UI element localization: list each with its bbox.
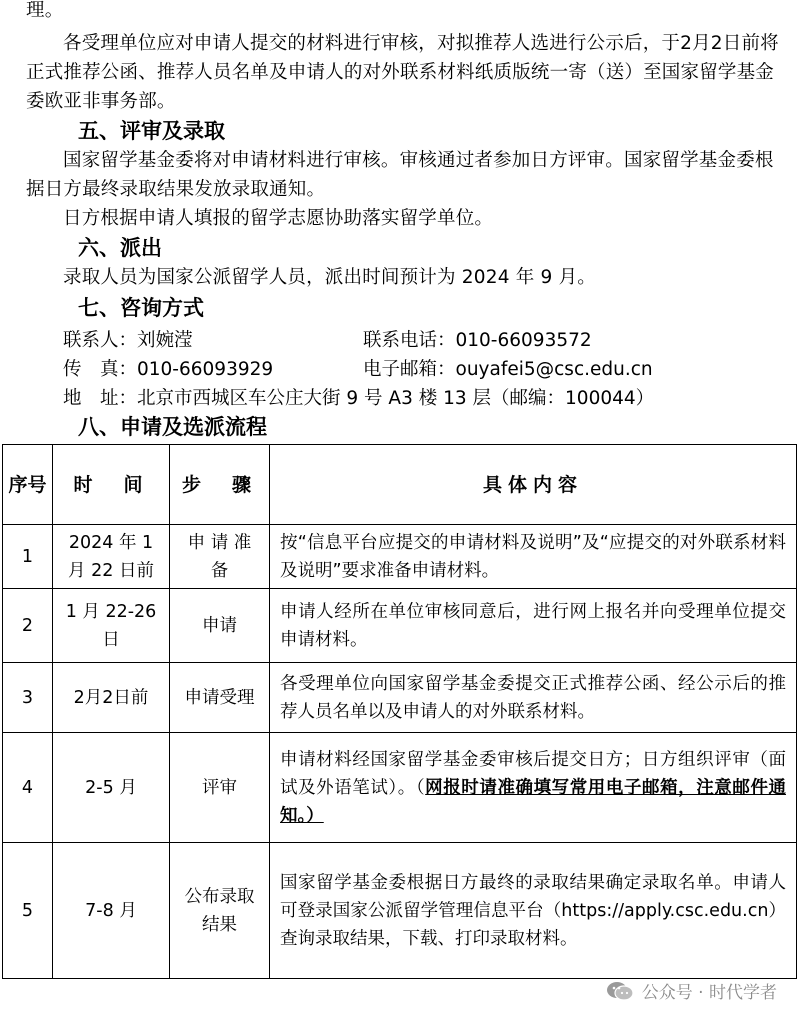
section5-paragraph-1: 国家留学基金委将对申请材料进行审核。审核通过者参加日方评审。国家留学基金委根据日方最终录取结果发放录取通知。: [26, 150, 774, 200]
row-time: 7-8 月: [53, 843, 170, 979]
row-time: 2024 年 1 月 22 日前: [53, 525, 170, 589]
row-number: 3: [3, 663, 53, 733]
section7-title: 七、咨询方式: [78, 296, 204, 320]
intro-tail: 理。: [26, 0, 64, 21]
row-content: 申请人经所在单位审核同意后，进行网上报名并向受理单位提交申请材料。: [270, 589, 797, 663]
intro-paragraph: 各受理单位应对申请人提交的材料进行审核，对拟推荐人选进行公示后，于2月2日前将正式推荐公函、推荐人员名单及申请人的对外联系材料纸质版统一寄（送）至国家留学基金委欧亚非事务部。: [26, 33, 779, 112]
contact-email: 电子邮箱：ouyafei5@csc.edu.cn: [363, 359, 653, 380]
table-row: [3, 525, 797, 589]
table-header-row: [3, 445, 797, 525]
row-step: 申请: [170, 589, 270, 663]
row-content: 国家留学基金委根据日方最终的录取结果确定录取名单。申请人可登录国家公派留学管理信息平台（https://apply.csc.edu.cn）查询录取结果，下载、打印录取材料。: [270, 843, 797, 979]
row-content-text: 申请材料经国家留学基金委审核后提交日方；日方组织评审（面试及外语笔试）。（: [280, 749, 786, 798]
header-time: 时 间: [53, 445, 170, 525]
row-time: 1 月 22-26 日: [53, 589, 170, 663]
row-content: 各受理单位向国家留学基金委提交正式推荐公函、经公示后的推荐人员名单以及申请人的对外联系材料。: [270, 663, 797, 733]
table-row: [3, 733, 797, 843]
row-number: 1: [3, 525, 53, 589]
section5-paragraph-2: 日方根据申请人填报的留学志愿协助落实留学单位。: [63, 208, 494, 229]
header-number: 序号: [3, 445, 53, 525]
section6-paragraph: 录取人员为国家公派留学人员，派出时间预计为 2024 年 9 月。: [63, 267, 596, 288]
section5-title: 五、评审及录取: [78, 119, 225, 143]
wechat-official-account-icon: [606, 980, 634, 1002]
watermark-text: 公众号 · 时代学者: [641, 983, 777, 1003]
table-row: [3, 843, 797, 979]
email-notice-emphasis: 网报时请准确填写常用电子邮箱，注意邮件通知。）: [280, 777, 787, 826]
row-content: 按“信息平台应提交的申请材料及说明”及“应提交的对外联系材料及说明”要求准备申请材料。: [270, 525, 797, 589]
row-step: 评审: [170, 733, 270, 843]
contact-person: 联系人：刘婉滢: [63, 330, 193, 351]
contact-phone: 联系电话：010-66093572: [363, 330, 592, 351]
row-time: 2-5 月: [53, 733, 170, 843]
row-number: 5: [3, 843, 53, 979]
row-number: 2: [3, 589, 53, 663]
row-number: 4: [3, 733, 53, 843]
header-content: 具体内容: [270, 445, 797, 525]
contact-address: 地 址：北京市西城区车公庄大街 9 号 A3 楼 13 层（邮编：100044）: [63, 388, 655, 409]
row-step: 申 请 准 备: [170, 525, 270, 589]
header-step: 步 骤: [170, 445, 270, 525]
contact-fax: 传 真：010-66093929: [63, 359, 274, 380]
section8-title: 八、申请及选派流程: [78, 415, 267, 439]
process-table: [2, 444, 797, 979]
row-step: 申请受理: [170, 663, 270, 733]
row-step: 公布录取结果: [170, 843, 270, 979]
row-time: 2月2日前: [53, 663, 170, 733]
table-row: [3, 589, 797, 663]
watermark: [606, 978, 777, 1003]
section6-title: 六、派出: [78, 236, 162, 260]
table-row: [3, 663, 797, 733]
row-content: [270, 733, 797, 843]
